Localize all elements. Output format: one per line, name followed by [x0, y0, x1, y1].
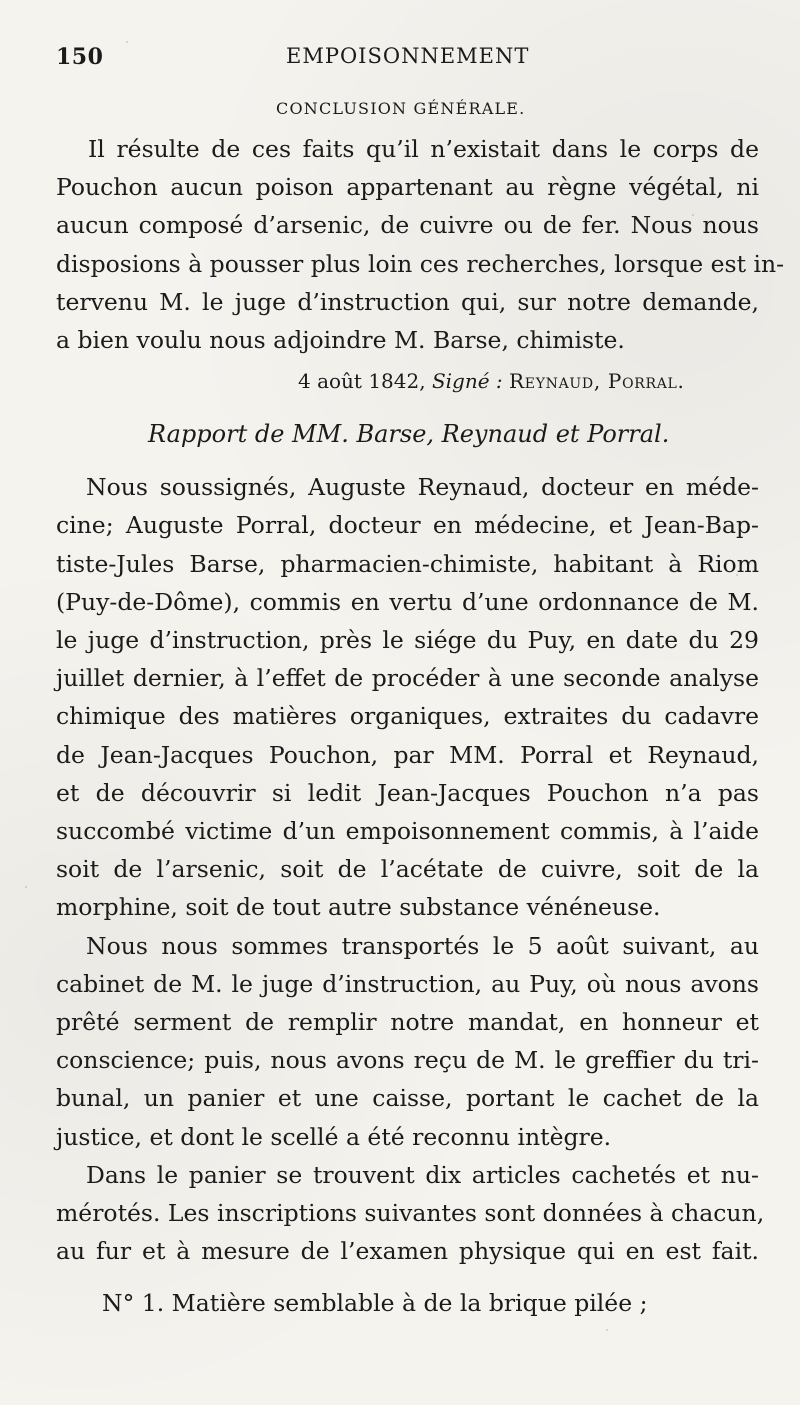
text-line: tiste-Jules Barse, pharmacien-chimiste, habitant à Riom	[56, 549, 759, 578]
text-line: bunal, un panier et une caisse, portant le cachet de la	[56, 1084, 759, 1113]
report-paragraph-basket	[56, 1156, 765, 1271]
page-number: 150	[56, 44, 104, 70]
text-line: Il résulte de ces faits qu’il n’existait dans le corps de	[88, 135, 759, 163]
paper-speck	[736, 574, 738, 576]
text-line: morphine, soit de tout autre substance vénéneuse.	[56, 893, 661, 922]
text-line: mérotés. Les inscriptions suivantes sont données à chacun,	[56, 1199, 765, 1228]
text-line: (Puy-de-Dôme), commis en vertu d’une ordonnance de M.	[56, 587, 759, 616]
text-line: tervenu M. le juge d’instruction qui, sur notre demande,	[56, 287, 759, 316]
report-title: Rapport de MM. Barse, Reynaud et Porral.	[148, 420, 670, 449]
running-title: EMPOISONNEMENT	[286, 44, 530, 68]
signed-label: Signé :	[431, 369, 503, 394]
text-line: succombé victime d’un empoisonnement commis, à l’aide	[56, 817, 759, 846]
text-line: le juge d’instruction, près le siége du Puy, en date du 29	[56, 626, 759, 655]
text-line: disposions à pousser plus loin ces recherches, lorsque est in-	[56, 249, 785, 278]
signature-line	[298, 361, 758, 401]
text-line: Nous nous sommes transportés le 5 août suivant, au	[86, 931, 759, 960]
paper-speck	[606, 1329, 608, 1331]
text-line: a bien voulu nous adjoindre M. Barse, chimiste.	[56, 326, 625, 355]
text-line: Dans le panier se trouvent dix articles cachetés et nu-	[86, 1160, 759, 1189]
text-line: prêté serment de remplir notre mandat, en honneur et	[56, 1008, 759, 1037]
text-line: juillet dernier, à l’effet de procéder à une seconde analyse	[56, 664, 759, 693]
text-line: cine; Auguste Porral, docteur en médecine, et Jean-Bap-	[56, 511, 759, 540]
section-title: CONCLUSION GÉNÉRALE.	[276, 99, 526, 118]
conclusion-paragraph	[56, 130, 785, 359]
text-line: Pouchon aucun poison appartenant au règne végétal, ni	[56, 173, 759, 202]
signature-names: Reynaud, Porral.	[509, 369, 685, 394]
paper-speck	[25, 886, 27, 888]
text-line: et de découvrir si ledit Jean-Jacques Pouchon n’a pas	[56, 778, 759, 807]
article-entry-1: N° 1. Matière semblable à de la brique pilée ;	[102, 1289, 648, 1318]
report-paragraph-appointment	[56, 468, 759, 926]
text-line: conscience; puis, nous avons reçu de M. le greffier du tri-	[56, 1046, 759, 1075]
running-header	[56, 28, 758, 72]
text-line: aucun composé d’arsenic, de cuivre ou de fer. Nous nous	[56, 211, 759, 240]
text-line: au fur et à mesure de l’examen physique qui en est fait.	[56, 1237, 759, 1266]
text-line: de Jean-Jacques Pouchon, par MM. Porral et Reynaud,	[56, 740, 759, 769]
text-line: justice, et dont le scellé a été reconnu intègre.	[56, 1122, 612, 1151]
text-line: cabinet de M. le juge d’instruction, au Puy, où nous avons	[56, 969, 759, 998]
text-line: chimique des matières organiques, extraites du cadavre	[56, 702, 759, 731]
text-line: Nous soussignés, Auguste Reynaud, docteur en méde-	[86, 473, 759, 502]
signature-date: 4 août 1842,	[298, 369, 426, 394]
text-line: soit de l’arsenic, soit de l’acétate de cuivre, soit de la	[56, 855, 759, 884]
report-paragraph-transport	[56, 927, 759, 1156]
